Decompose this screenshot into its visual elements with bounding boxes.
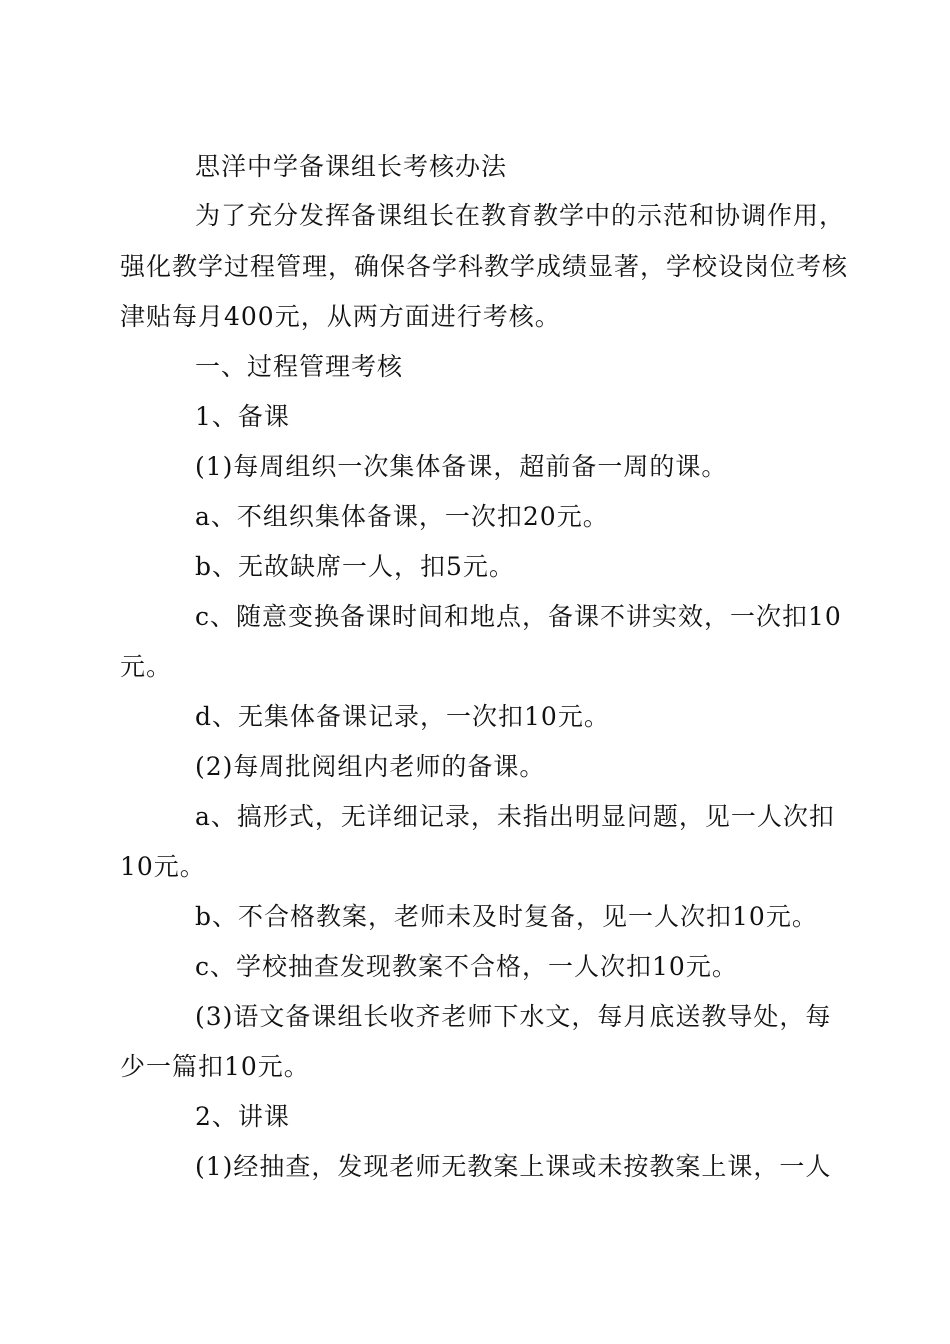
- rule-subitem: a、搞形式，无详细记录，未指出明显问题，见一人次扣: [195, 802, 835, 831]
- rule-item: (1)每周组织一次集体备课，超前备一周的课。: [195, 452, 728, 481]
- rule-subitem: b、不合格教案，老师未及时复备，见一人次扣10元。: [195, 902, 818, 931]
- rule-subitem: c、随意变换备课时间和地点，备课不讲实效，一次扣10: [195, 602, 842, 631]
- rule-subitem-continuation: 元。: [120, 652, 173, 681]
- paragraph-line: 津贴每月400元，从两方面进行考核。: [120, 302, 561, 331]
- subsection-heading: 2、讲课: [195, 1102, 290, 1131]
- rule-subitem: a、不组织集体备课，一次扣20元。: [195, 502, 609, 531]
- rule-subitem: c、学校抽查发现教案不合格，一人次扣10元。: [195, 952, 738, 981]
- rule-subitem-continuation: 10元。: [120, 852, 206, 881]
- subsection-heading: 1、备课: [195, 402, 290, 431]
- document-title: 思洋中学备课组长考核办法: [195, 152, 508, 181]
- rule-item: (1)经抽查，发现老师无教案上课或未按教案上课，一人: [195, 1152, 832, 1181]
- rule-item-continuation: 少一篇扣10元。: [120, 1052, 310, 1081]
- rule-item: (2)每周批阅组内老师的备课。: [195, 752, 546, 781]
- rule-subitem: b、无故缺席一人，扣5元。: [195, 552, 515, 581]
- paragraph-line: 为了充分发挥备课组长在教育教学中的示范和协调作用，: [195, 201, 846, 230]
- rule-subitem: d、无集体备课记录，一次扣10元。: [195, 702, 610, 731]
- rule-item: (3)语文备课组长收齐老师下水文，每月底送教导处，每: [195, 1002, 832, 1031]
- paragraph-line: 强化教学过程管理，确保各学科教学成绩显著，学校设岗位考核: [120, 252, 849, 281]
- section-heading: 一、过程管理考核: [195, 352, 404, 381]
